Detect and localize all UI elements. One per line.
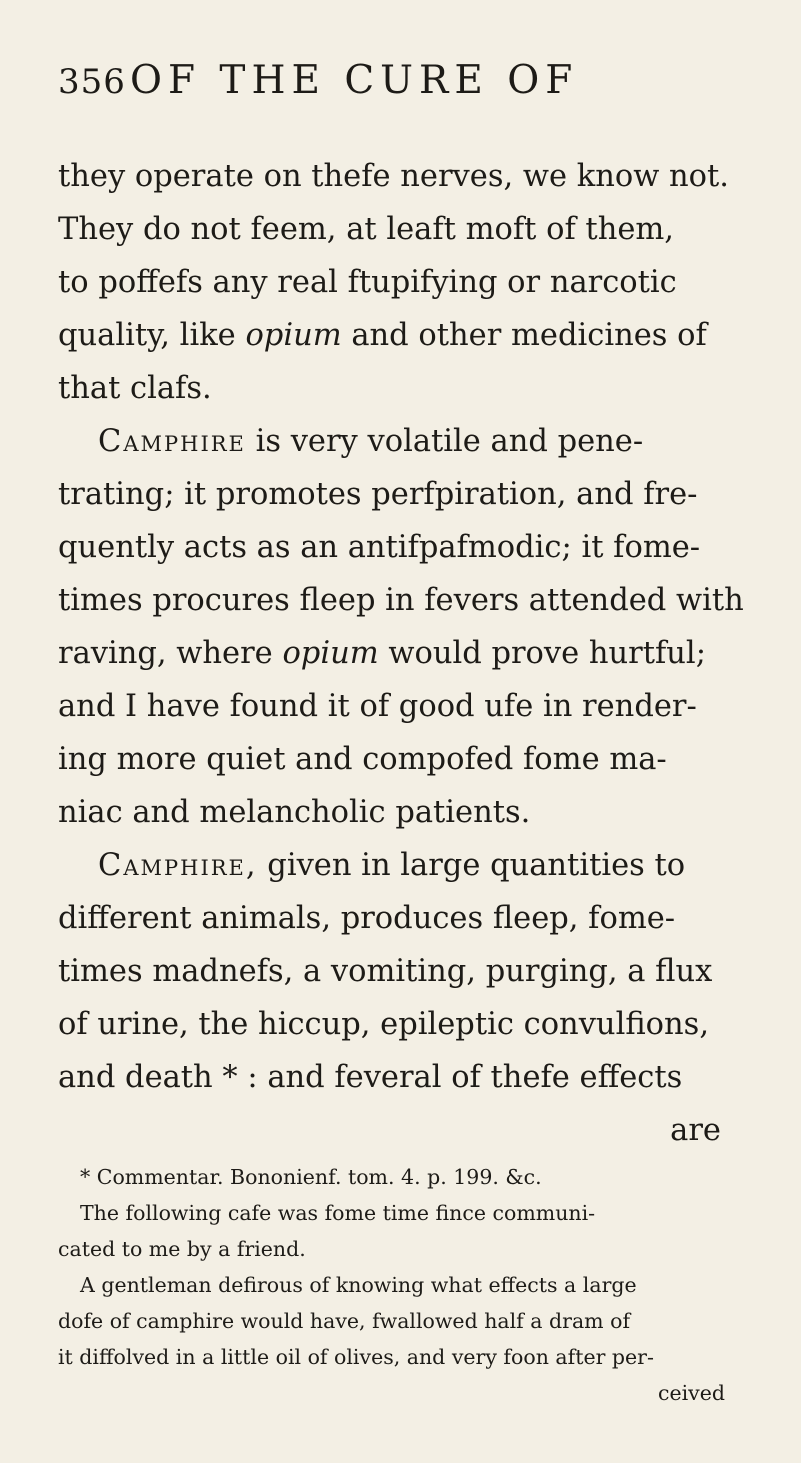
text-line: quently acts as an antifpafmodic; it fome- xyxy=(58,530,701,565)
text-line: different animals, produces fleep, fome- xyxy=(58,901,676,936)
text-segment: is very volatile and pene- xyxy=(245,424,644,459)
page-number: 356 xyxy=(58,62,126,102)
text-line: times procures fleep in fevers attended with xyxy=(58,583,744,618)
text-line: they operate on thefe nerves, we know not. xyxy=(58,159,729,194)
text-line: times madnefs, a vomiting, purging, a flux xyxy=(58,954,713,989)
text-segment: would prove hurtful; xyxy=(378,636,706,671)
footnote-line: A gentleman defirous of knowing what effects a large xyxy=(80,1273,637,1297)
footnote-line: cated to me by a friend. xyxy=(58,1237,306,1261)
small-caps-lead: Camphire xyxy=(98,424,246,459)
text-line: trating; it promotes perfpiration, and fre- xyxy=(58,477,698,512)
italic-word: opium xyxy=(245,318,342,353)
text-line: and I have found it of good ufe in render- xyxy=(58,689,697,724)
text-line: that clafs. xyxy=(58,371,212,406)
paragraph-start xyxy=(58,839,729,892)
footnote-citation: * Commentar. Bononienf. tom. 4. p. 199. &c. xyxy=(80,1165,542,1189)
footnote-line: The following cafe was fome time fince communi- xyxy=(80,1201,596,1225)
text-line xyxy=(58,309,729,362)
footnote-line: it diffolved in a little oil of olives, and very foon after per- xyxy=(58,1345,654,1369)
text-segment: given in large quantities to xyxy=(257,848,686,883)
text-line: niac and melancholic patients. xyxy=(58,795,531,830)
small-caps-lead: Camphire, xyxy=(98,848,258,883)
text-line: ing more quiet and compofed fome ma- xyxy=(58,742,667,777)
running-title: OF THE CURE OF xyxy=(130,58,579,103)
text-line: and death * : and feveral of thefe effects xyxy=(58,1060,683,1095)
body-text xyxy=(58,150,744,1157)
text-segment: raving, where xyxy=(58,636,283,671)
footnotes xyxy=(58,1159,729,1411)
footnote-line: dofe of camphire would have, fwallowed half a dram of xyxy=(58,1309,631,1333)
paragraph-start xyxy=(58,415,729,468)
text-segment: and other medicines of xyxy=(341,318,707,353)
text-line xyxy=(58,627,729,680)
text-line: to poffefs any real ftupifying or narcotic xyxy=(58,265,677,300)
text-line: They do not feem, at leaft moft of them, xyxy=(58,212,675,247)
text-segment: quality, like xyxy=(58,318,246,353)
text-line: of urine, the hiccup, epileptic convulfions, xyxy=(58,1007,710,1042)
catchword: are xyxy=(670,1113,721,1148)
italic-word: opium xyxy=(282,636,379,671)
footnote-catchword: ceived xyxy=(657,1381,725,1405)
running-head xyxy=(58,58,729,118)
